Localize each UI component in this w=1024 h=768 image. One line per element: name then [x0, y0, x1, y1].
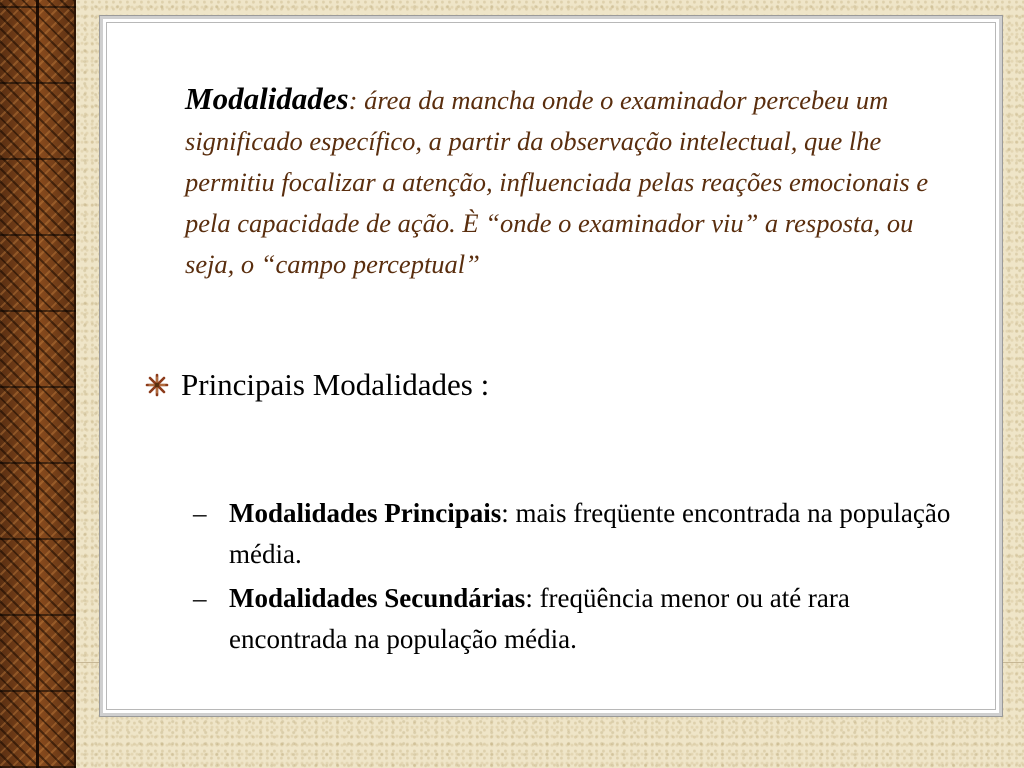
definition-term: Modalidades [185, 80, 349, 116]
subitem-term: Modalidades Secundárias [229, 583, 526, 613]
dash-marker: – [193, 498, 207, 528]
subitem-modalidades-principais [193, 493, 973, 575]
asterisk-star-icon [143, 365, 171, 405]
definition-colon: : [348, 84, 358, 115]
subitem-term: Modalidades Principais [229, 498, 502, 528]
bullet-principais-modalidades [143, 365, 963, 405]
subitem-text [229, 493, 973, 575]
subitem-description: : mais freqüente encontrada na população média. [229, 498, 951, 569]
subitem-list [193, 493, 973, 663]
bullet-text: Principais Modalidades : [181, 367, 490, 402]
subitem-text [229, 578, 973, 660]
slide-content-panel [100, 16, 1002, 716]
dash-marker: – [193, 583, 207, 613]
subitem-modalidades-secundarias [193, 578, 973, 660]
definition-paragraph [185, 78, 955, 285]
decorative-wood-strip [0, 0, 76, 768]
definition-text: área da mancha onde o examinador percebeu um significado específico, a partir da observação intelectual, que lhe permitiu focalizar a atenção, influenciada pelas reações emocionais e pela capacidade de ação. È “onde o examinador viu” a resposta, ou seja, o “campo perceptual” [185, 84, 929, 279]
subitem-description: : freqüência menor ou até rara encontrada na população média. [229, 583, 850, 654]
